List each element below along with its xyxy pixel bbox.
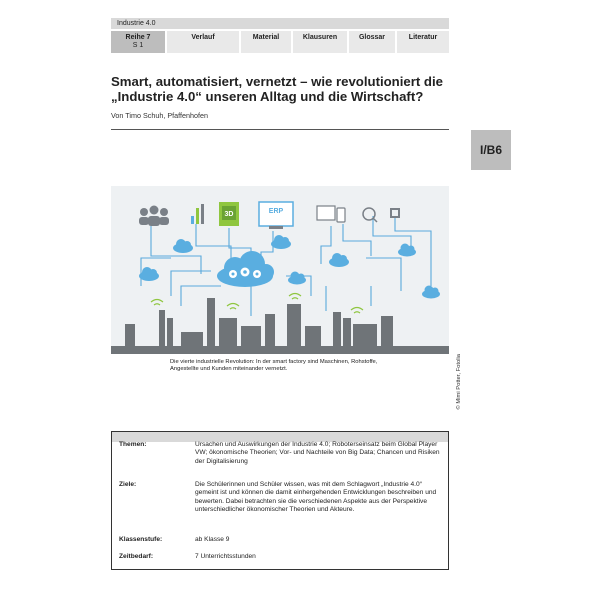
info-value: ab Klasse 9 bbox=[195, 536, 230, 543]
erp-monitor-icon bbox=[259, 202, 293, 229]
smart-factory-illustration bbox=[111, 186, 449, 354]
nav-tab-reihe-page: S 1 bbox=[132, 42, 144, 49]
nav-tab-glossar[interactable] bbox=[349, 31, 397, 53]
info-label: Ziele: bbox=[119, 481, 137, 488]
info-value: Die Schülerinnen und Schüler wissen, was mit dem Schlagwort „Industrie 4.0“ gemeint ist und können die damit einhergehenden Entwicklungen beschreiben und bewerten. Dabei betrachten sie die verschiedenen Aspekte aus der Perspektive unterschiedlicher ökonomischer Theorien und Akteure. bbox=[195, 481, 437, 513]
page-title: Smart, automatisiert, vernetzt – wie revolutioniert die „Industrie 4.0“ unseren Alltag und die Wirtschaft? bbox=[111, 74, 443, 104]
nav-tab-literatur[interactable] bbox=[397, 31, 449, 53]
photo-credit bbox=[455, 354, 465, 434]
nav-tab-literatur-label: Literatur bbox=[408, 34, 438, 41]
info-box bbox=[111, 431, 449, 570]
nav-tab-material[interactable] bbox=[241, 31, 293, 53]
info-value: Ursachen und Auswirkungen der Industrie 4.0; Roboterseinsatz beim Global Player VW; ökonomische Theorien; Vor- und Nachteile von Big Data; Chancen und Risiken der Digitalisierung bbox=[195, 441, 440, 465]
info-label: Zeitbedarf: bbox=[119, 553, 154, 560]
nav-tab-klausuren[interactable] bbox=[293, 31, 349, 53]
nav-bar bbox=[111, 31, 449, 53]
nav-tab-verlauf-label: Verlauf bbox=[191, 34, 215, 41]
nav-tab-reihe-label: Reihe 7 bbox=[125, 34, 151, 41]
photo-credit-text: © Mimi Potter, Fotolia bbox=[456, 354, 462, 410]
info-label: Themen: bbox=[119, 441, 147, 448]
figure-caption: Die vierte industrielle Revolution: In der smart factory sind Maschinen, Rohstoffe, Angestellte und Kunden miteinander vernetzt. bbox=[170, 359, 378, 373]
nav-tab-material-label: Material bbox=[252, 34, 280, 41]
info-label: Klassenstufe: bbox=[119, 536, 163, 543]
devices-icon bbox=[317, 206, 345, 222]
3d-label: 3D bbox=[224, 211, 234, 218]
chip-icon bbox=[390, 208, 400, 218]
title-divider bbox=[111, 129, 449, 130]
nav-tab-glossar-label: Glossar bbox=[358, 34, 386, 41]
series-header: Industrie 4.0 bbox=[111, 18, 449, 29]
author-line: Von Timo Schuh, Pfaffenhofen bbox=[111, 111, 208, 120]
nav-tab-verlauf[interactable] bbox=[167, 31, 241, 53]
section-tab: I/B6 bbox=[471, 130, 511, 170]
info-value: 7 Unterrichtsstunden bbox=[195, 553, 256, 560]
3d-printer-icon bbox=[219, 202, 239, 226]
erp-label: ERP bbox=[268, 208, 284, 215]
nav-tab-klausuren-label: Klausuren bbox=[302, 34, 338, 41]
nav-tab-reihe[interactable] bbox=[111, 31, 167, 53]
